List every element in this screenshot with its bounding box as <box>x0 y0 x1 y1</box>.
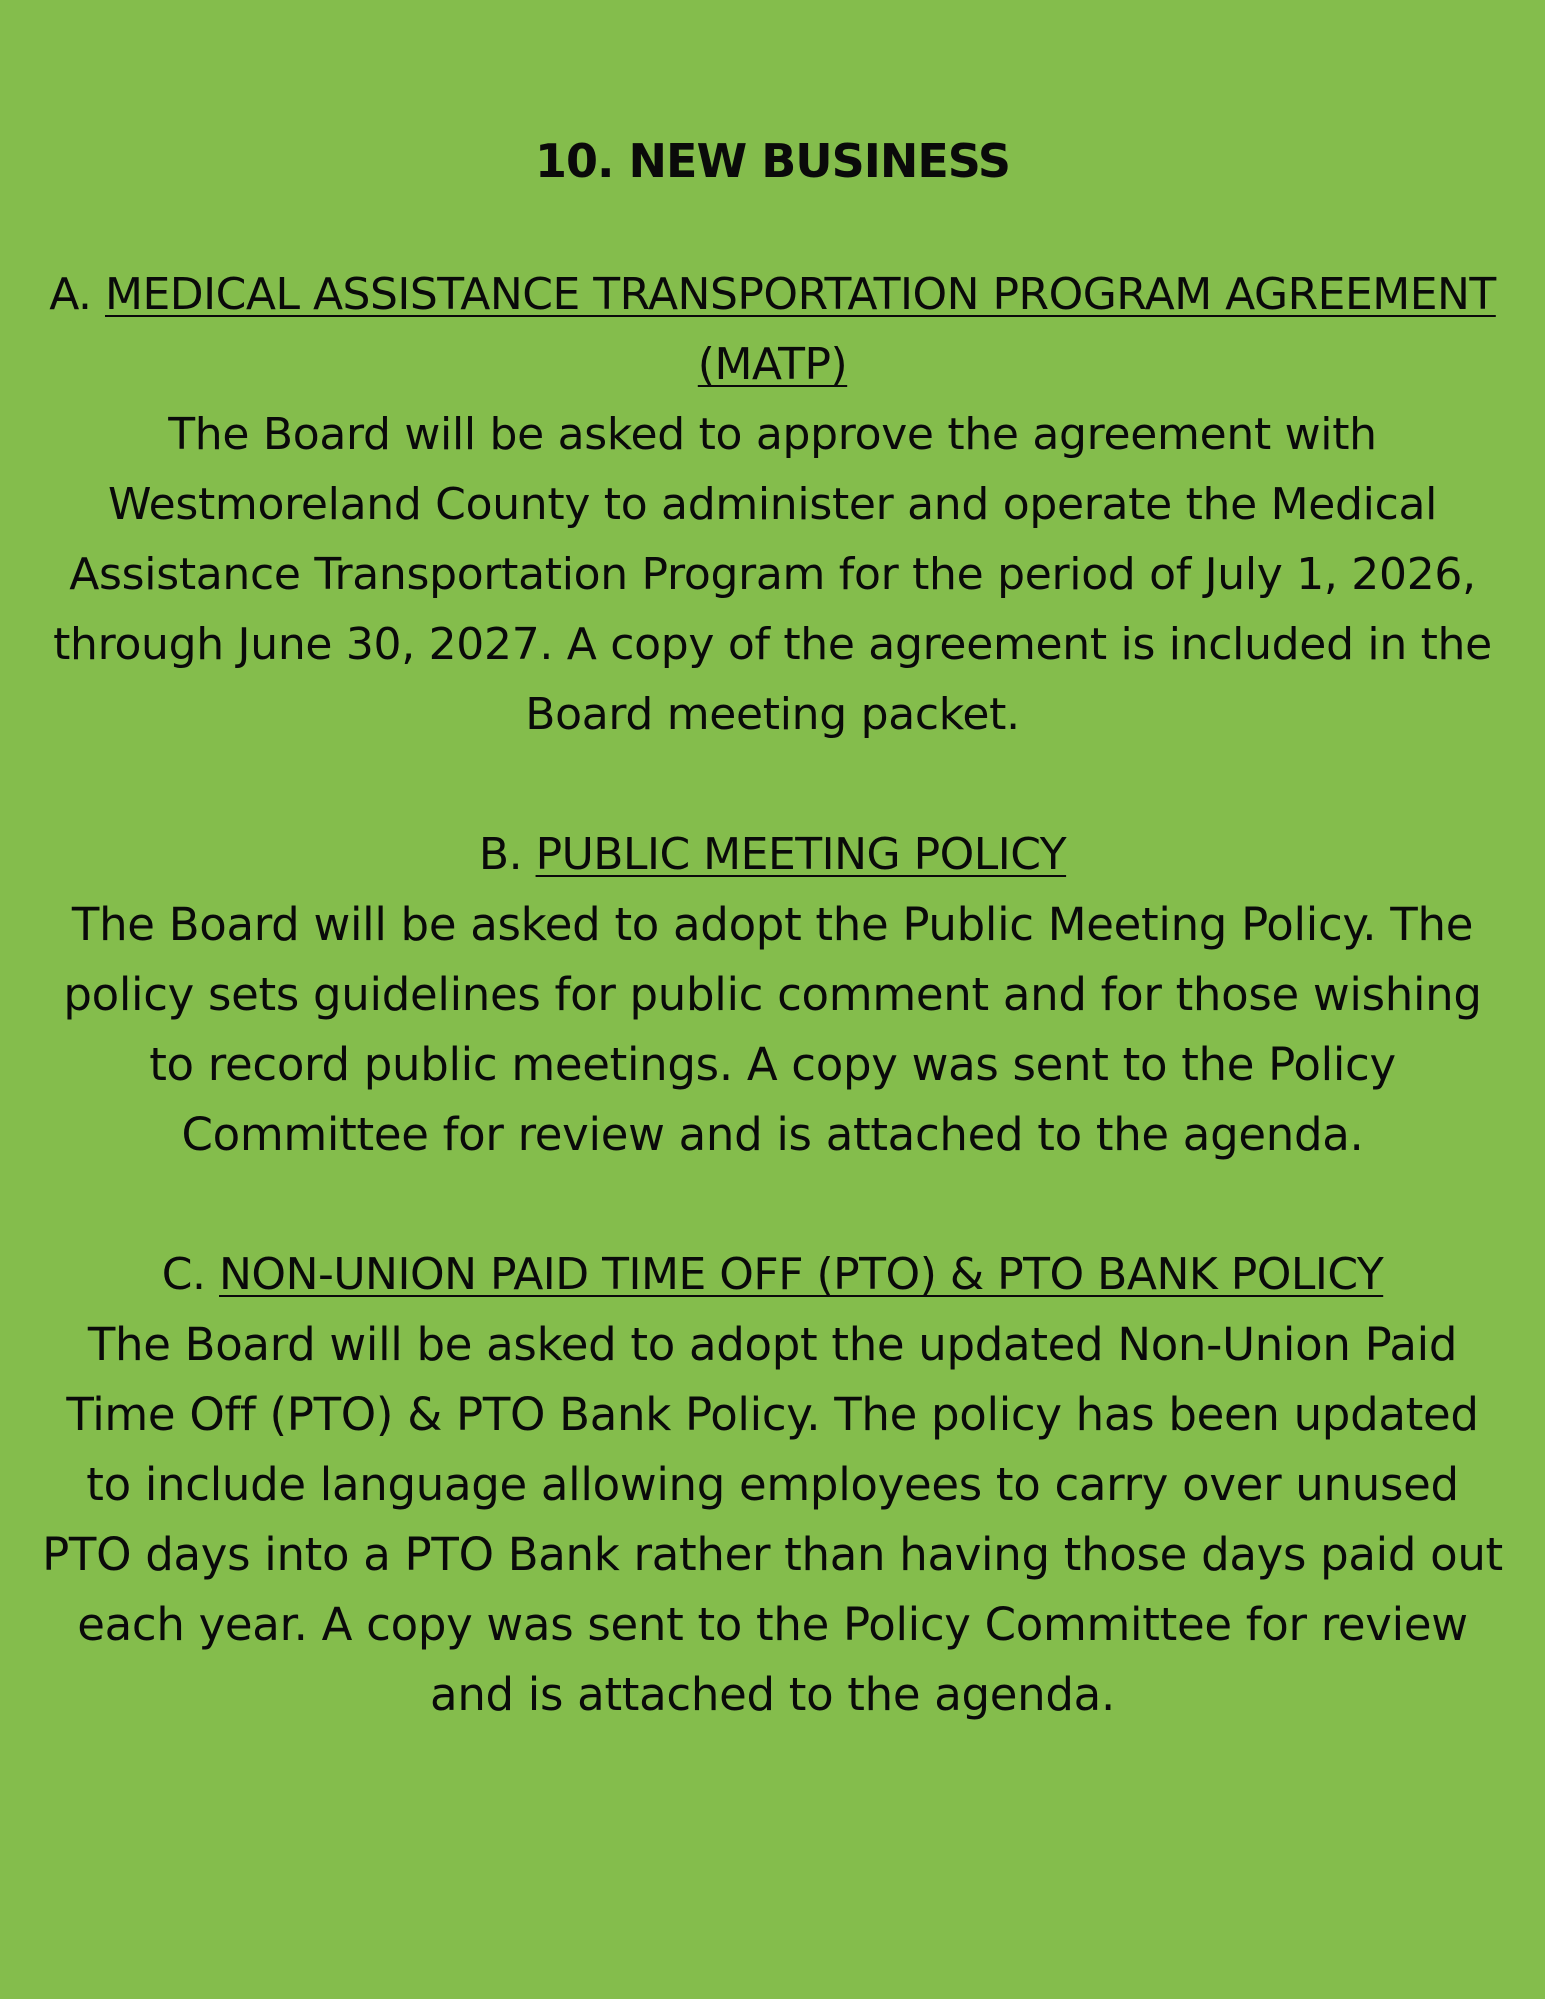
section-a-letter: A. <box>49 269 92 320</box>
section-a-title: MEDICAL ASSISTANCE TRANSPORTATION PROGRAM AGREEMENT (MATP) <box>105 269 1496 390</box>
section-c-letter: C. <box>161 1249 206 1300</box>
section-c <box>40 1240 1505 1730</box>
section-b-letter: B. <box>478 829 523 880</box>
section-c-title: NON-UNION PAID TIME OFF (PTO) & PTO BANK POLICY <box>219 1249 1384 1300</box>
section-c-title-line <box>40 1240 1505 1310</box>
section-b-title: PUBLIC MEETING POLICY <box>535 829 1067 880</box>
section-a <box>40 260 1505 750</box>
section-b-body: The Board will be asked to adopt the Public Meeting Policy. The policy sets guidelines for public comment and for those wishing to record public meetings. A copy was sent to the Policy Committee for review and is attached to the agenda. <box>63 898 1482 1161</box>
section-b <box>40 820 1505 1170</box>
section-b-title-line <box>40 820 1505 890</box>
section-c-body: The Board will be asked to adopt the updated Non-Union Paid Time Off (PTO) & PTO Bank Policy. The policy has been updated to include language allowing employees to carry over unused PTO days into a PTO Bank rather than having those days paid out each year. A copy was sent to the Policy Committee for review and is attached to the agenda. <box>42 1318 1503 1721</box>
section-a-body: The Board will be asked to approve the agreement with Westmoreland County to administer and operate the Medical Assistance Transportation Program for the period of July 1, 2026, through June 30, 2027. A copy of the agreement is included in the Board meeting packet. <box>53 409 1492 740</box>
page-heading: 10. NEW BUSINESS <box>535 134 1010 188</box>
section-a-title-line <box>40 260 1505 400</box>
